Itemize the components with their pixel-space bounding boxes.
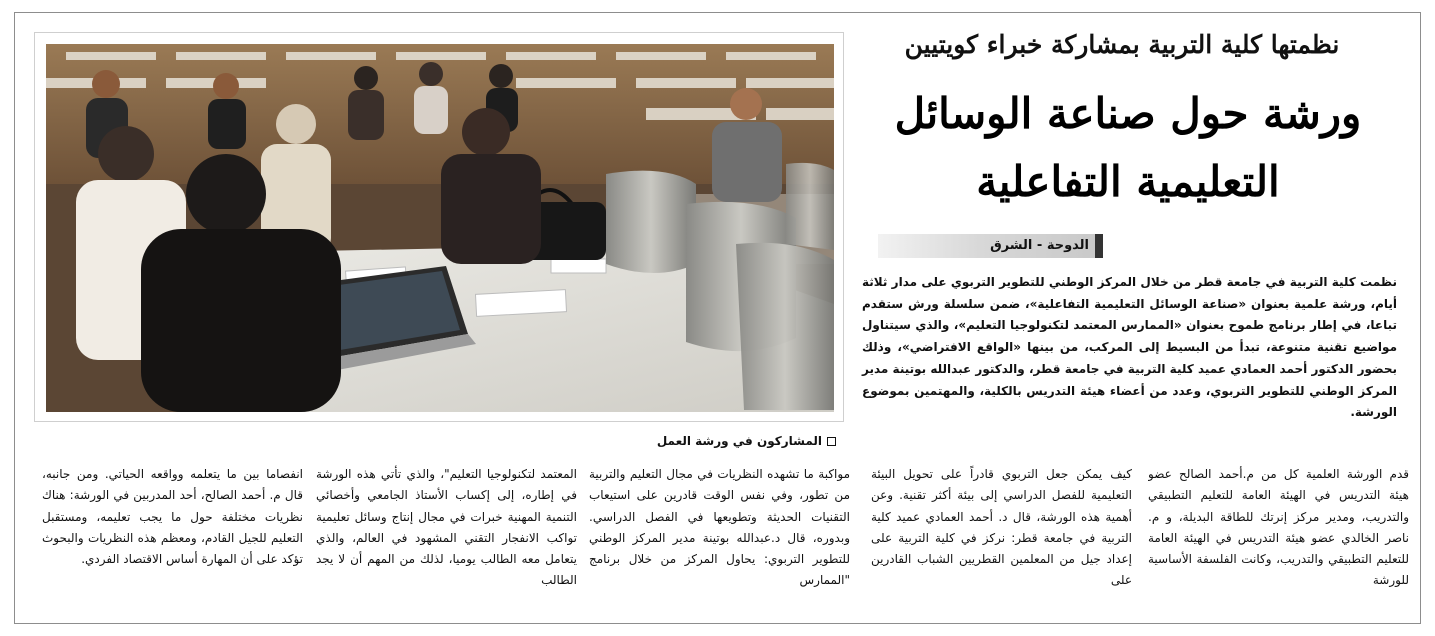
caption-square-icon: [827, 437, 836, 446]
body-column-5: انفصاما بين ما يتعلمه وواقعه الحياتي. ومن جانبه، قال م. أحمد الصالح، أحد المدربين في الورشة: هناك نظريات مختلفة حول ما يجب تعليمه، ومستقبل التعليم للجيل القادم، ومعظم هذه النظريات والبحوث تؤكد على أن المهارة أساس الاقتصاد الفردي.: [42, 467, 303, 567]
body-column-1: قدم الورشة العلمية كل من م.أحمد الصالح عضو هيئة التدريس في الهيئة العامة للتعليم التطبيقي والتدريب، ومدير مركز إنرتك للطاقة البديلة، و م. ناصر الخالدي عضو هيئة التدريس في الهيئة العامة للتعليم التطبيقي والتدريب، وكانت الفلسفة الأساسية للورشة: [1148, 467, 1409, 588]
body-column-3: مواكبة ما تشهده النظريات في مجال التعليم والتربية من تطور، وفي نفس الوقت قادرين على استيعاب التقنيات الحديثة وتطويعها في الفصل الدراسي. وبدوره، قال د.عبدالله بوتينة مدير المركز الوطني للتطوير التربوي: يحاول المركز من خلال برنامج "الممارس: [589, 467, 850, 588]
lead-paragraph: نظمت كلية التربية في جامعة قطر من خلال المركز الوطني للتطوير التربوي على مدار ثلاثة أيام، ورشة علمية بعنوان «صناعة الوسائل التعليمية التفاعلية»، ضمن سلسلة ورش ستقدم تباعا، في إطار برنامج طموح بعنوان «الممارس المعتمد لتكنولوجيا التعليم»، والذي سيتناول مواضيع تقنية متنوعة، تبدأ من البسيط إلى المركب، من بينها «الواقع الافتراضي»، وذلك بحضور الدكتور أحمد العمادي عميد كلية التربية في جامعة قطر، والدكتور عبدالله بوتينة مدير المركز الوطني للتطوير التربوي، وعدد من أعضاء هيئة التدريس بالكلية، والمهتمين بموضوع الورشة.: [862, 275, 1397, 420]
headline: ورشة حول صناعة الوسائل التعليمية التفاعلية: [894, 89, 1362, 206]
kicker: نظمتها كلية التربية بمشاركة خبراء كويتيين: [904, 30, 1340, 59]
body-column-4: المعتمد لتكنولوجيا التعليم"، والذي تأتي هذه الورشة في إطاره، إلى إكساب الأستاذ الجامعي وأخصائي التنمية المهنية خبرات في مجال إنتاج وسائل تعليمية تواكب الانفجار التقني المشهود في العالم، والذي يتعامل معه الطالب يوميا، لذلك من المهم أن لا يجد الطالب: [316, 467, 577, 588]
photo-caption-text: المشاركون في ورشة العمل: [656, 434, 822, 448]
body-column-2: كيف يمكن جعل التربوي قادراً على تحويل البيئة التعليمية للفصل الدراسي إلى بيئة أكثر تقنية. وعن أهمية هذه الورشة، قال د. أحمد العمادي عميد كلية التربية في جامعة قطر: نركز في كلية التربية على إعداد جيل من المعلمين القطريين الشباب القادرين على: [871, 467, 1132, 588]
dateline-text: الدوحة - الشرق: [990, 238, 1089, 253]
workshop-photo-illustration: [46, 44, 834, 412]
dateline: [878, 234, 1103, 258]
workshop-photo: [34, 32, 844, 422]
photo-caption: [620, 434, 836, 448]
dateline-bar: [1095, 234, 1103, 258]
